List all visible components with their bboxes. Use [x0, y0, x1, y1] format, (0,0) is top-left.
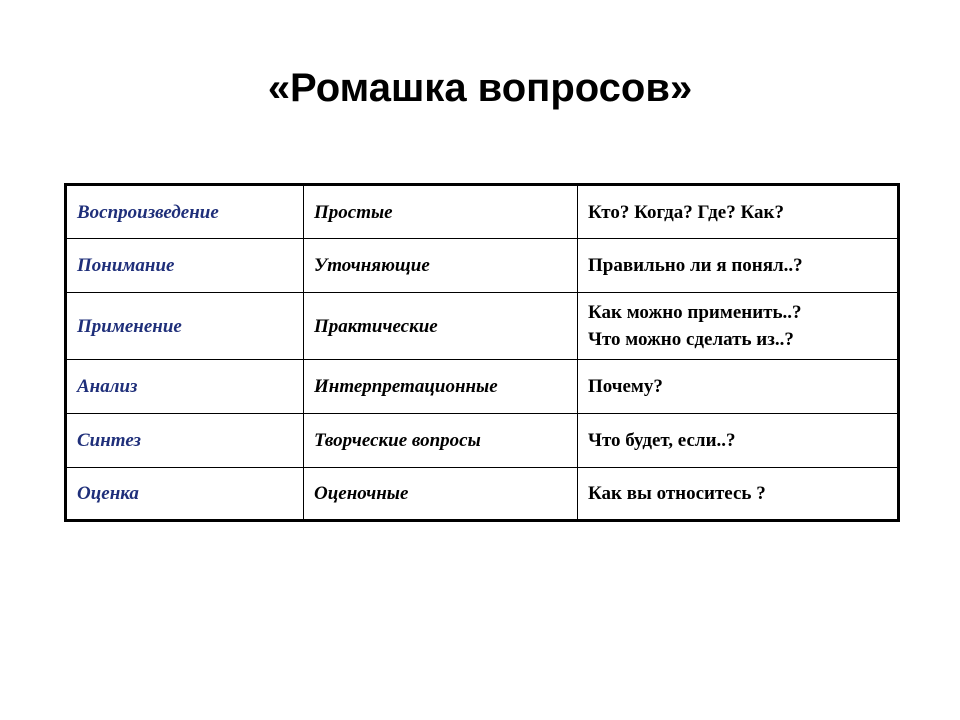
example-cell	[578, 468, 899, 521]
question-type-cell: Практические	[304, 293, 578, 360]
example-line: Как вы относитесь ?	[588, 483, 766, 504]
level-cell: Синтез	[66, 414, 304, 468]
level-cell: Воспроизведение	[66, 185, 304, 239]
question-type-cell: Интерпретационные	[304, 360, 578, 414]
example-line: Почему?	[588, 376, 663, 397]
table-row	[66, 239, 899, 293]
question-type-cell: Творческие вопросы	[304, 414, 578, 468]
table-row	[66, 293, 899, 360]
example-line: Что можно сделать из..?	[588, 329, 794, 350]
questions-table	[64, 183, 900, 522]
question-type-cell: Оценочные	[304, 468, 578, 521]
table-row	[66, 185, 899, 239]
question-type-cell: Уточняющие	[304, 239, 578, 293]
level-cell: Понимание	[66, 239, 304, 293]
level-cell: Анализ	[66, 360, 304, 414]
example-cell	[578, 414, 899, 468]
example-line: Что будет, если..?	[588, 430, 736, 451]
table-row	[66, 468, 899, 521]
example-cell	[578, 360, 899, 414]
table-row	[66, 360, 899, 414]
slide-title: «Ромашка вопросов»	[267, 66, 693, 110]
example-line: Кто? Когда? Где? Как?	[588, 201, 784, 223]
example-cell	[578, 185, 899, 239]
level-cell: Применение	[66, 293, 304, 360]
example-cell	[578, 239, 899, 293]
question-type-cell: Простые	[304, 185, 578, 239]
level-cell: Оценка	[66, 468, 304, 521]
table-row	[66, 414, 899, 468]
example-line: Как можно применить..?	[588, 302, 802, 323]
example-cell	[578, 293, 899, 360]
example-line: Правильно ли я понял..?	[588, 255, 803, 276]
